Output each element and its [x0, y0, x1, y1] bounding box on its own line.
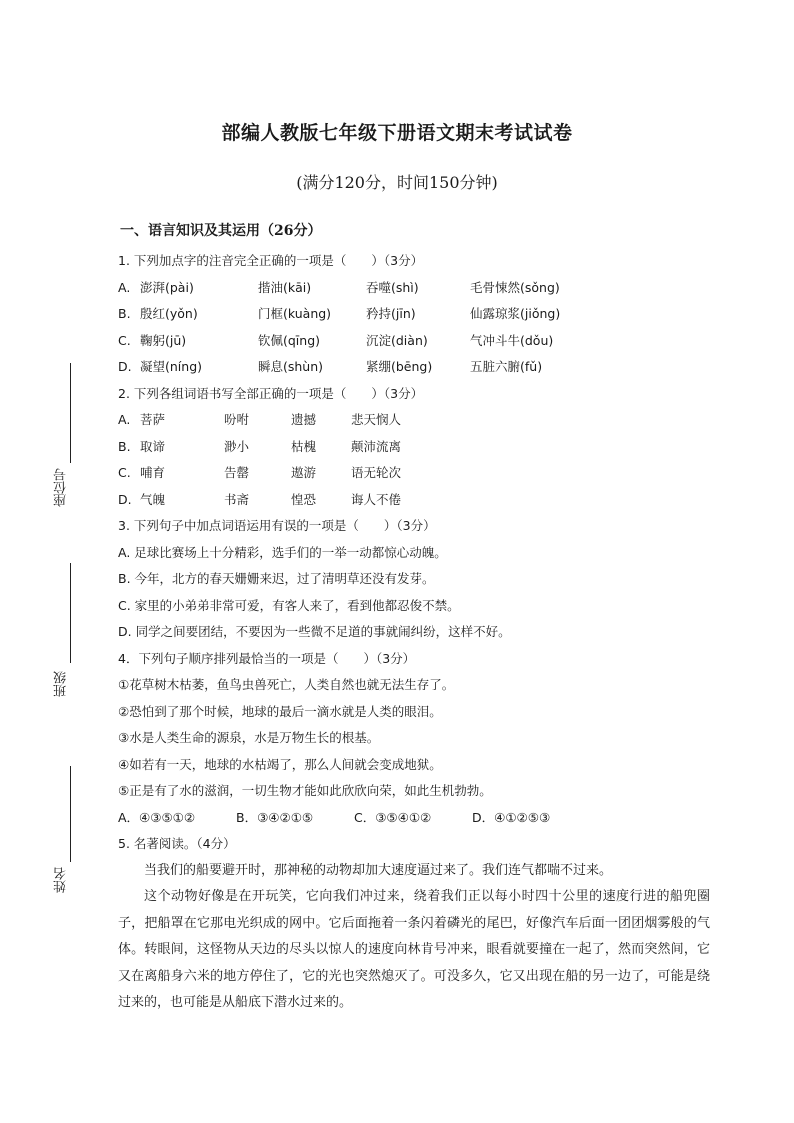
- option-item: 菩萨: [140, 412, 166, 427]
- option-item: 遨游: [291, 465, 317, 480]
- option-item: 揩油(kāi): [258, 279, 312, 295]
- option-item: 惶恐: [291, 491, 317, 507]
- option-item: 诲人不倦: [351, 491, 402, 507]
- option-item: 毛骨悚然(sǒng): [470, 279, 560, 295]
- option-item: 告罄: [224, 465, 250, 480]
- option-label: D.: [118, 359, 132, 374]
- option-label: D.: [118, 491, 132, 507]
- answer-row: [118, 805, 718, 832]
- option-item: 钦佩(qīng): [258, 332, 321, 348]
- option-item: 悲天悯人: [351, 412, 402, 427]
- ordered-sentence: ①花草树木枯萎，鱼鸟虫兽死亡，人类自然也就无法生存了。: [118, 677, 455, 692]
- name-label: 姓名: [54, 867, 69, 893]
- answer-choice: C．③⑤④①②: [354, 809, 432, 825]
- option-item: 遗撼: [291, 412, 317, 427]
- option-item: 五脏六腑(fǔ): [470, 359, 543, 374]
- option-item: 气魄: [140, 491, 166, 507]
- option-sentence: C. 家里的小弟弟非常可爱，有客人来了，看到他都忍俊不禁。: [118, 597, 460, 613]
- question-stem: 5. 名著阅读。（4分）: [118, 836, 236, 851]
- option-label: B.: [118, 306, 131, 321]
- ordered-sentence: ④如若有一天，地球的水枯竭了，那么人间就会变成地狱。: [118, 756, 442, 772]
- option-label: C.: [118, 465, 131, 480]
- option-row: [118, 434, 718, 461]
- option-label: C.: [118, 332, 131, 348]
- section-heading: 一、语言知识及其运用（26分）: [120, 223, 322, 239]
- option-row: [118, 275, 718, 302]
- option-item: 气冲斗牛(dǒu): [470, 332, 554, 348]
- option-item: 渺小: [224, 438, 250, 454]
- option-sentence: D. 同学之间要团结，不要因为一些微不足道的事就闹纠纷，这样不好。: [118, 624, 511, 639]
- option-label: A.: [118, 412, 131, 427]
- option-row: [118, 407, 718, 434]
- option-item: 书斋: [224, 491, 250, 507]
- option-row: [118, 328, 718, 355]
- reading-paragraph: 这个动物好像是在开玩笑，它向我们冲过来，绕着我们正以每小时四十公里的速度行进的船兜圈子，把船罩在它那电光织成的网中。它后面拖着一条闪着磷光的尾巴，好像汽车后面一团团烟雾般的气体。转眼间，这怪物从天边的尽头以惊人的速度向林肯号冲来，眼看就要撞在一起了，然而突然间，它又在离船身六米的地方停住了，它的光也突然熄灭了。可没多久，它又出现在船的另一边了，可能是绕过来的，也可能是从船底下潜水过来的。: [118, 889, 710, 1010]
- option-item: 颠沛流离: [351, 438, 402, 454]
- answer-choice: D．④①②⑤③: [472, 809, 551, 825]
- option-row: [118, 354, 718, 381]
- option-item: 吞噬(shì): [366, 279, 419, 295]
- binding-margin: [0, 0, 100, 1123]
- class-line: [70, 563, 71, 663]
- question-stem: 1. 下列加点字的注音完全正确的一项是（ ）（3分）: [118, 253, 424, 268]
- option-item: 殷红(yǒn): [140, 306, 198, 321]
- seat-line: [70, 363, 71, 463]
- ordered-sentence: ②恐怕到了那个时候，地球的最后一滴水就是人类的眼泪。: [118, 703, 442, 719]
- question-stem: 2. 下列各组词语书写全部正确的一项是（ ）（3分）: [118, 385, 424, 401]
- class-label: 班级: [54, 671, 69, 697]
- answer-choice: B．③④②①⑤: [236, 809, 314, 825]
- reading-paragraph: 当我们的船要避开时，那神秘的动物却加大速度逼过来了。我们连气都喘不过来。: [144, 862, 613, 878]
- ordered-sentence: ⑤正是有了水的滋润，一切生物才能如此欣欣向荣，如此生机勃勃。: [118, 783, 492, 798]
- name-line: [70, 766, 71, 862]
- option-row: [118, 487, 718, 514]
- question-stem: 4．下列句子顺序排列最恰当的一项是（ ）（3分）: [118, 650, 416, 666]
- option-item: 沉淀(diàn): [366, 332, 428, 348]
- option-label: A.: [118, 279, 131, 295]
- option-row: [118, 460, 718, 487]
- option-item: 枯槐: [291, 438, 317, 454]
- option-sentence: A. 足球比赛场上十分精彩，选手们的一举一动都惊心动魄。: [118, 544, 447, 560]
- option-item: 紧绷(bēng): [366, 359, 433, 374]
- exam-subtitle: (满分120分，时间150分钟): [296, 173, 498, 192]
- option-sentence: B. 今年，北方的春天姗姗来迟，过了清明草还没有发芽。: [118, 571, 435, 586]
- option-label: B.: [118, 438, 131, 454]
- option-item: 瞬息(shùn): [258, 359, 324, 374]
- exam-title: 部编人教版七年级下册语文期末考试试卷: [221, 122, 573, 144]
- option-item: 吩咐: [224, 412, 250, 427]
- question-stem: 3. 下列句子中加点词语运用有误的一项是（ ）（3分）: [118, 518, 436, 533]
- option-item: 取谛: [140, 438, 166, 454]
- answer-choice: A．④③⑤①②: [118, 809, 196, 825]
- option-item: 鞠躬(jū): [140, 332, 187, 348]
- option-item: 语无轮次: [351, 465, 402, 480]
- option-item: 澎湃(pài): [140, 279, 194, 295]
- seat-label: 座位号: [54, 468, 69, 508]
- option-item: 哺育: [140, 465, 166, 480]
- option-item: 门框(kuàng): [258, 306, 332, 321]
- option-item: 凝望(níng): [140, 359, 203, 374]
- option-item: 仙露琼浆(jiǒng): [470, 306, 561, 321]
- ordered-sentence: ③水是人类生命的源泉，水是万物生长的根基。: [118, 730, 380, 745]
- exam-content: [118, 248, 718, 1017]
- option-item: 矜持(jīn): [366, 306, 416, 321]
- option-row: [118, 301, 718, 328]
